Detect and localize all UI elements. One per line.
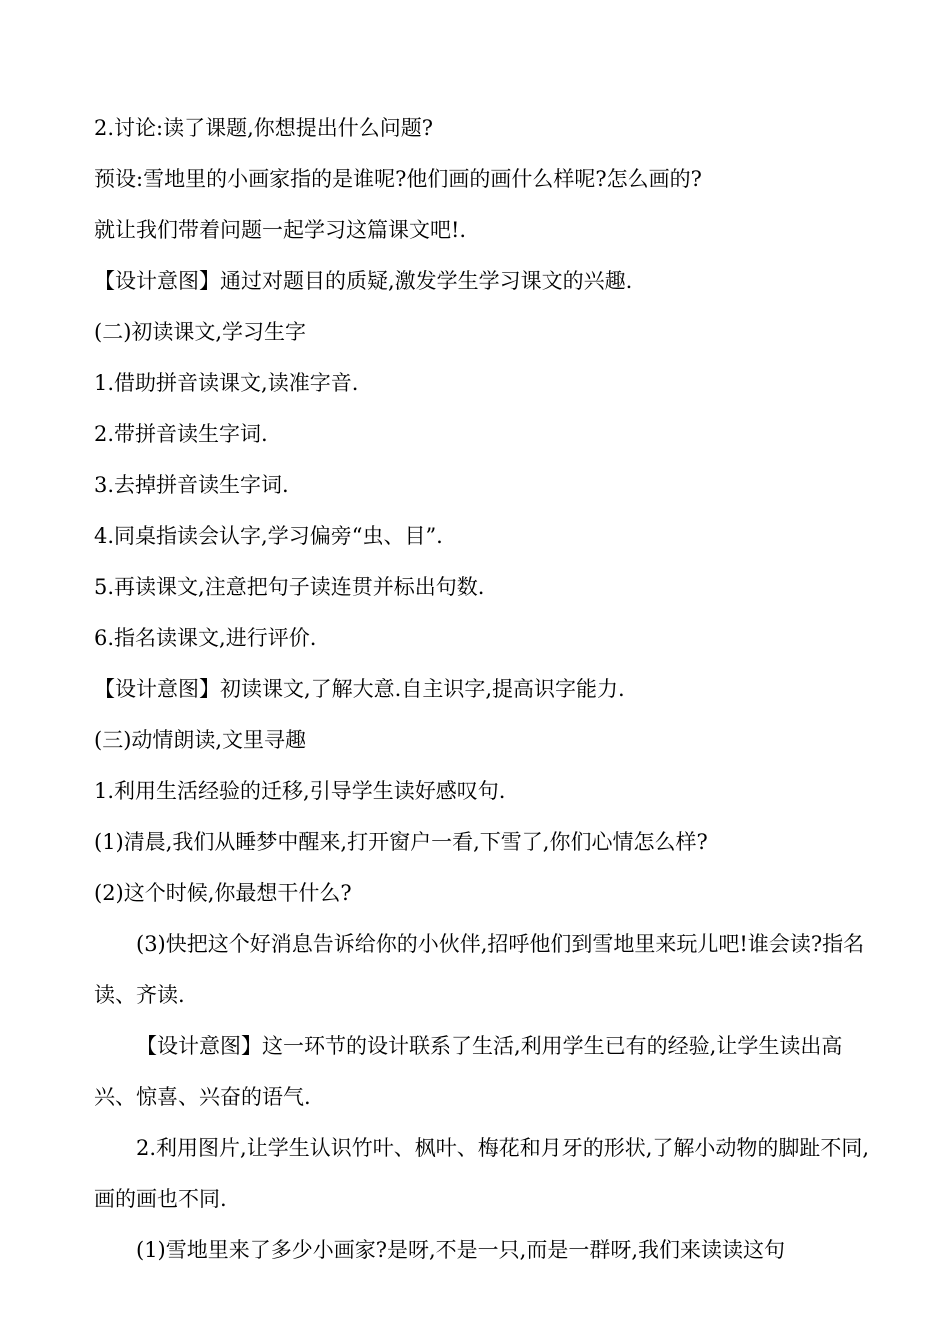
list-item-1: 1.借助拼音读课文,读准字音. bbox=[94, 371, 359, 395]
section-heading-3: (三)动情朗读,文里寻趣 bbox=[94, 728, 307, 752]
list-item-6: 6.指名读课文,进行评价. bbox=[94, 626, 317, 650]
list-item-3: 3.去掉拼音读生字词. bbox=[94, 473, 289, 497]
paragraph-design-intent-1: 【设计意图】通过对题目的质疑,激发学生学习课文的兴趣. bbox=[94, 269, 633, 293]
paragraph-preset: 预设:雪地里的小画家指的是谁呢?他们画的画什么样呢?怎么画的? bbox=[94, 167, 702, 191]
paragraph-design-intent-2: 【设计意图】初读课文,了解大意.自主识字,提高识字能力. bbox=[94, 677, 625, 701]
section-heading-2: (二)初读课文,学习生字 bbox=[94, 320, 307, 344]
list-item-pictures: 2.利用图片,让学生认识竹叶、枫叶、梅花和月牙的形状,了解小动物的脚趾不同,画的画也不同. bbox=[94, 1136, 870, 1211]
paragraph-design-intent-3: 【设计意图】这一环节的设计联系了生活,利用学生已有的经验,让学生读出高兴、惊喜、兴奋的语气. bbox=[94, 1034, 843, 1109]
paragraph-lead-in: 就让我们带着问题一起学习这篇课文吧!. bbox=[94, 218, 467, 242]
list-item-4: 4.同桌指读会认字,学习偏旁“虫、目”. bbox=[94, 524, 443, 548]
list-item-5: 5.再读课文,注意把句子读连贯并标出句数. bbox=[94, 575, 485, 599]
sub-item-painters: (1)雪地里来了多少小画家?是呀,不是一只,而是一群呀,我们来读读这句 bbox=[136, 1238, 786, 1262]
list-item-2: 2.带拼音读生字词. bbox=[94, 422, 268, 446]
sub-item-3: (3)快把这个好消息告诉给你的小伙伴,招呼他们到雪地里来玩儿吧!谁会读?指名读、齐读. bbox=[94, 932, 865, 1007]
paragraph-discussion: 2.讨论:读了课题,你想提出什么问题? bbox=[94, 116, 434, 140]
sub-item-1: (1)清晨,我们从睡梦中醒来,打开窗户一看,下雪了,你们心情怎么样? bbox=[94, 830, 708, 854]
list-item-life-experience: 1.利用生活经验的迁移,引导学生读好感叹句. bbox=[94, 779, 506, 803]
sub-item-2: (2)这个时候,你最想干什么? bbox=[94, 881, 352, 905]
